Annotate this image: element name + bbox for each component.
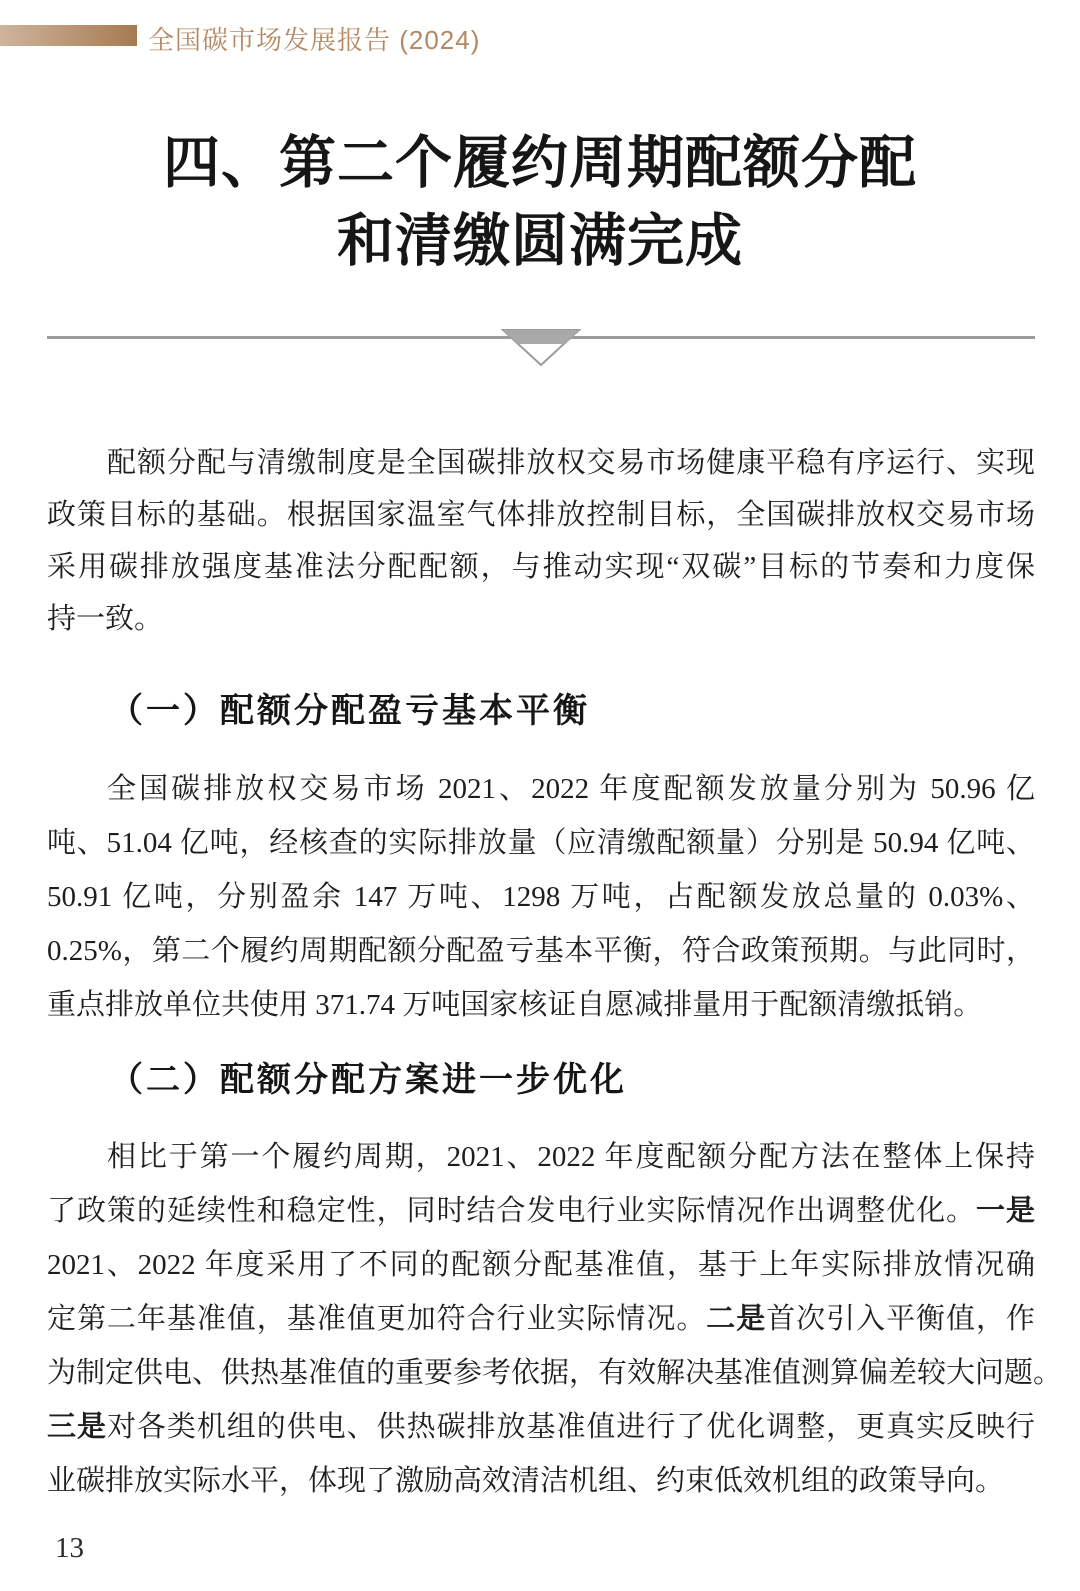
text-line (47, 870, 1035, 924)
text-segment: 2021、2022 年度采用了不同的配额分配基准值，基于上年实际排放情况确 (47, 1249, 1035, 1281)
text-segment: 首次引入平衡值，作 (766, 1303, 1035, 1335)
page-number: 13 (55, 1532, 84, 1564)
text-line (47, 1346, 1063, 1400)
divider (47, 336, 1035, 339)
text-line (47, 816, 1035, 870)
chapter-title-line2: 和清缴圆满完成 (337, 210, 743, 273)
bold-text-segment: 二是 (706, 1303, 767, 1335)
text-segment: 为制定供电、供热基准值的重要参考依据，有效解决基准值测算偏差较大问题。 (47, 1357, 1063, 1389)
text-segment: 定第二年基准值，基准值更加符合行业实际情况。 (47, 1303, 707, 1335)
text-line (47, 541, 1035, 593)
text-line (47, 1238, 1035, 1292)
text-line (47, 1454, 1035, 1508)
text-line (47, 762, 1035, 816)
intro-paragraph (47, 437, 1035, 645)
text-segment: 业碳排放实际水平，体现了激励高效清洁机组、约束低效机组的政策导向。 (47, 1465, 1005, 1497)
text-line (47, 1130, 1035, 1184)
text-segment: 政策目标的基础。根据国家温室气体排放控制目标，全国碳排放权交易市场 (47, 499, 1035, 531)
text-segment: 吨、51.04 亿吨，经核查的实际排放量（应清缴配额量）分别是 50.94 亿吨、 (47, 827, 1035, 859)
text-line (47, 593, 1035, 645)
text-segment: 了政策的延续性和稳定性，同时结合发电行业实际情况作出调整优化。 (47, 1195, 977, 1227)
text-line (47, 437, 1035, 489)
text-segment: 全国碳排放权交易市场 2021、2022 年度配额发放量分别为 50.96 亿 (107, 773, 1035, 805)
section-1-paragraph (47, 762, 1035, 1032)
bold-text-segment: 三是 (47, 1411, 107, 1443)
text-segment: 50.91 亿吨，分别盈余 147 万吨、1298 万吨，占配额发放总量的 0.03%、 (47, 881, 1035, 913)
text-line (47, 1292, 1035, 1346)
text-line (47, 1400, 1035, 1454)
section-2-paragraph (47, 1130, 1063, 1508)
text-segment: 配额分配与清缴制度是全国碳排放权交易市场健康平稳有序运行、实现 (107, 447, 1035, 479)
text-segment: 重点排放单位共使用 371.74 万吨国家核证自愿减排量用于配额清缴抵销。 (47, 989, 983, 1021)
text-segment: 采用碳排放强度基准法分配配额，与推动实现“双碳”目标的节奏和力度保 (47, 551, 1035, 583)
text-line (47, 978, 1035, 1032)
chapter-title (0, 125, 1080, 281)
text-line (47, 489, 1035, 541)
header-accent-bar (0, 25, 137, 46)
text-segment: 0.25%，第二个履约周期配额分配盈亏基本平衡，符合政策预期。与此同时， (47, 935, 1035, 967)
text-segment: 相比于第一个履约周期，2021、2022 年度配额分配方法在整体上保持 (107, 1141, 1035, 1173)
report-header-title: 全国碳市场发展报告 (2024) (148, 25, 481, 55)
text-segment: 对各类机组的供电、供热碳排放基准值进行了优化调整，更真实反映行 (106, 1411, 1035, 1443)
bold-text-segment: 一是 (976, 1195, 1035, 1227)
section-heading-1: （一）配额分配盈亏基本平衡 (109, 693, 590, 730)
text-line (47, 1184, 1035, 1238)
chapter-title-line1: 四、第二个履约周期配额分配 (163, 132, 917, 195)
text-segment: 持一致。 (47, 603, 164, 635)
section-heading-2: （二）配额分配方案进一步优化 (109, 1062, 627, 1099)
down-arrow-icon (481, 327, 601, 377)
text-line (47, 924, 1035, 978)
